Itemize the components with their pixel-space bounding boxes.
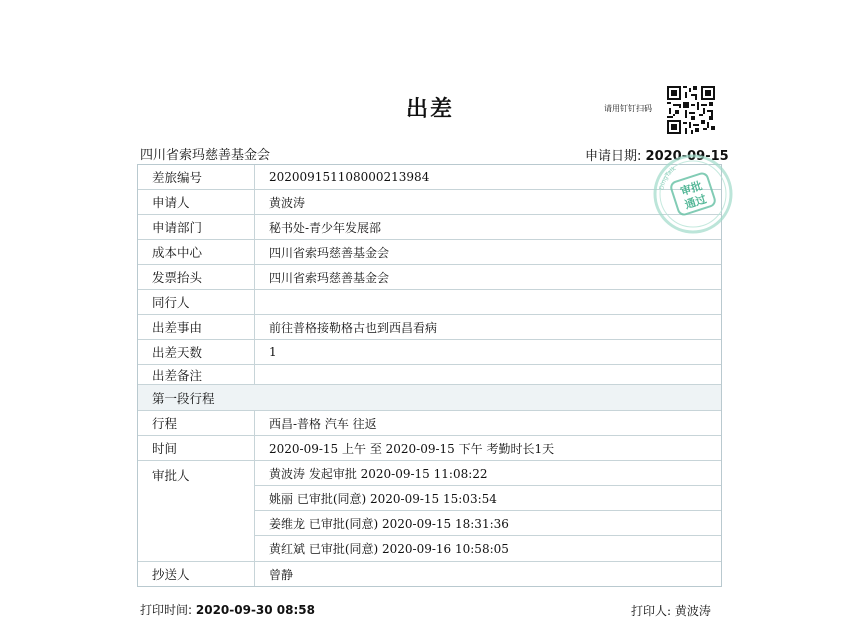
print-time-label: 打印时间: [140,603,193,617]
field-value: 1 [269,345,277,359]
table-row [138,240,721,265]
trip-value: 西昌-普格 汽车 往返 [269,416,377,431]
table-row [138,340,721,365]
field-value [255,290,721,314]
field-label: 成本中心 [138,240,255,264]
trip-label: 时间 [138,436,255,460]
printer-label: 打印人: [631,604,672,618]
field-label: 同行人 [138,290,255,314]
table-row [138,190,721,215]
table-row [138,562,721,586]
field-label: 申请人 [138,190,255,214]
qr-code-icon [667,86,715,134]
approver-line: 黄红斌 已审批(同意) 2020-09-16 10:58:05 [269,542,509,556]
field-label: 发票抬头 [138,265,255,289]
cc-value: 曾静 [269,567,294,582]
document-title: 出差 [405,96,454,122]
field-label: 出差备注 [138,365,255,384]
field-label: 出差天数 [138,340,255,364]
stamp-line2: 通过 [683,192,709,212]
trip-section-title: 第一段行程 [138,385,721,411]
table-row [138,411,721,436]
field-value: 前往普格接勒格古也到西昌看病 [269,320,438,335]
printer [631,602,711,619]
trip-value: 2020-09-15 上午 至 2020-09-15 下午 考勤时长1天 [269,441,555,456]
travel-form-table [137,164,722,587]
approver-line: 姚丽 已审批(同意) 2020-09-15 15:03:54 [255,486,721,511]
table-row [138,365,721,385]
scan-label: 请用钉钉扫码 [604,104,652,113]
print-time-value: 2020-09-30 08:58 [195,603,316,617]
trip-label: 行程 [138,411,255,435]
field-value: 黄波涛 [269,195,306,210]
stamp-line1: 审批 [678,179,704,199]
printer-value: 黄波涛 [674,604,711,618]
table-row [138,265,721,290]
approver-line: 姜维龙 已审批(同意) 2020-09-15 18:31:36 [255,511,721,536]
approver-line: 黄波涛 发起审批 2020-09-15 11:08:22 [255,461,721,486]
table-row [138,165,721,190]
field-value: 秘书处-青少年发展部 [269,220,382,235]
field-value: 四川省索玛慈善基金会 [269,245,390,260]
approvers-row [138,461,721,562]
stamp-ring-text: DingTalk [658,165,678,191]
table-row [138,215,721,240]
approvers-list [255,461,721,561]
table-row [138,315,721,340]
apply-date-label: 申请日期: [585,149,642,164]
field-label: 出差事由 [138,315,255,339]
organization-name: 四川省索玛慈善基金会 [140,148,271,163]
table-row [138,290,721,315]
table-row [138,436,721,461]
field-value: 202009151108000213984 [269,170,430,184]
field-value: 四川省索玛慈善基金会 [269,270,390,285]
apply-date-value: 2020-09-15 [645,149,729,164]
field-value [255,365,721,384]
cc-label: 抄送人 [138,562,255,586]
approval-stamp [652,153,734,235]
field-label: 申请部门 [138,215,255,239]
approvers-label: 审批人 [138,461,255,561]
print-time [140,601,315,618]
field-label: 差旅编号 [138,165,255,189]
